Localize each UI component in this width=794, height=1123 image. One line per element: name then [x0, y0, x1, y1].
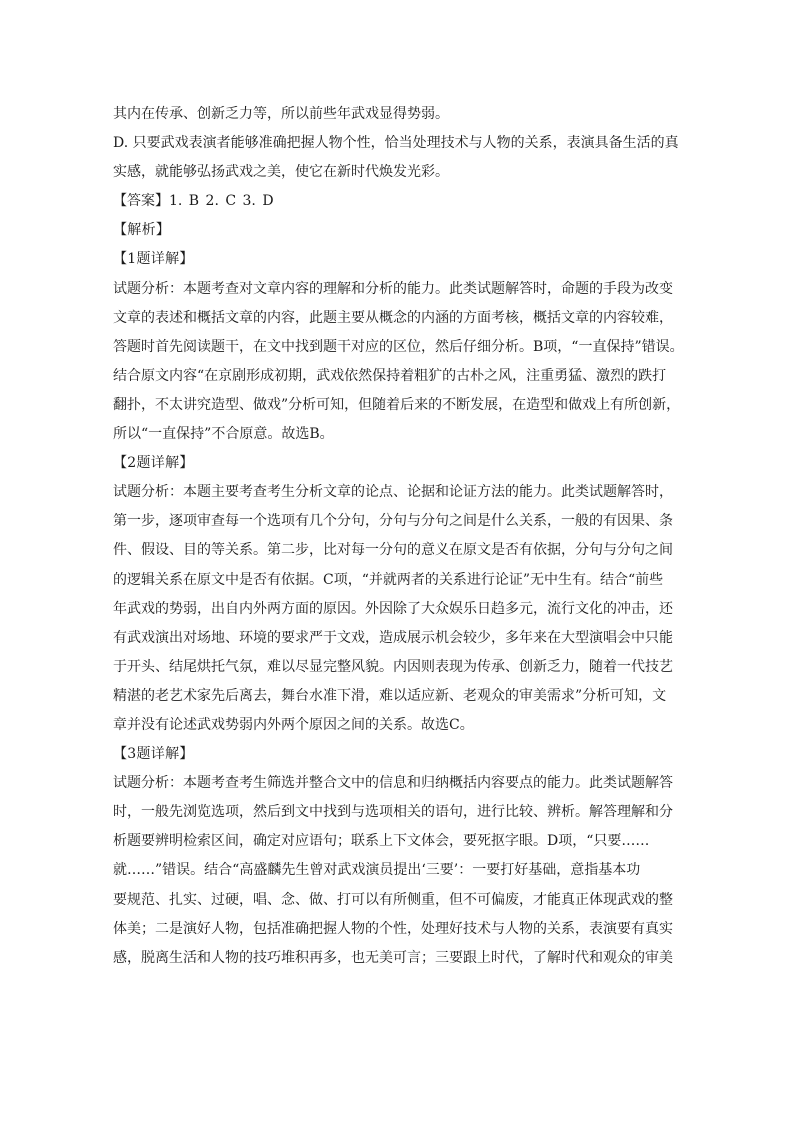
text-line: 件、假设、目的等关系。第二步，比对每一分句的意义在原文是否有依据，分句与分句之间 [113, 542, 673, 559]
document-body [113, 100, 683, 973]
analysis-heading: 【解析】 [113, 222, 171, 239]
text-line: 结合原文内容“在京剧形成初期，武戏依然保持着粗犷的古朴之风，注重勇猛、激烈的跌打 [113, 367, 667, 384]
text-line: 答题时首先阅读题干，在文中找到题干对应的区位，然后仔细分析。B项，“一直保持”错误。 [113, 338, 684, 355]
text-line: 于开头、结尾烘托气氛，难以尽显完整风貌。内因则表现为传承、创新乏力，随着一代技艺 [113, 658, 673, 675]
text-line: 精湛的老艺术家先后离去，舞台水准下滑，难以适应新、老观众的审美需求”分析可知，文 [113, 687, 667, 704]
question-3-heading: 【3题详解】 [113, 746, 194, 763]
question-1-heading: 【1题详解】 [113, 251, 194, 268]
text-line: 翻扑，不太讲究造型、做戏”分析可知，但随着后来的不断发展，在造型和做戏上有所创新， [113, 396, 681, 413]
text-line: 试题分析：本题主要考查考生分析文章的论点、论据和论证方法的能力。此类试题解答时， [113, 484, 673, 501]
text-line: 析题要辨明检索区间，确定对应语句；联系上下文体会，要死抠字眼。D项，“只要…… [113, 833, 650, 850]
question-2-heading: 【2题详解】 [113, 455, 194, 472]
text-line: 实感，就能够弘扬武戏之美，使它在新时代焕发光彩。 [113, 164, 449, 181]
text-line: 感，脱离生活和人物的技巧堆积再多，也无美可言；三要跟上时代，了解时代和观众的审美 [113, 949, 673, 966]
text-line: 章并没有论述武戏势弱内外两个原因之间的关系。故选C。 [113, 716, 474, 733]
text-line: 有武戏演出对场地、环境的要求严于文戏，造成展示机会较少，多年来在大型演唱会中只能 [113, 629, 673, 646]
text-line: 试题分析：本题考查考生筛选并整合文中的信息和归纳概括内容要点的能力。此类试题解答 [113, 775, 673, 792]
text-line: 体美；二是演好人物，包括准确把握人物的个性，处理好技术与人物的关系，表演要有真实 [113, 920, 673, 937]
text-line: 文章的表述和概括文章的内容，此题主要从概念的内涵的方面考核，概括文章的内容较难， [113, 309, 673, 326]
text-line: 所以“一直保持”不合原意。故选B。 [113, 426, 334, 443]
text-line: 年武戏的势弱，出自内外两方面的原因。外因除了大众娱乐日趋多元，流行文化的冲击，还 [113, 600, 673, 617]
answer-line: 【答案】1. B 2. C 3. D [113, 193, 274, 210]
option-d-line: D. 只要武戏表演者能够准确把握人物个性，恰当处理技术与人物的关系，表演具备生活的真 [113, 135, 679, 152]
text-line: 试题分析：本题考查对文章内容的理解和分析的能力。此类试题解答时，命题的手段为改变 [113, 280, 673, 297]
text-line: 时，一般先浏览选项，然后到文中找到与选项相关的语句，进行比较、辨析。解答理解和分 [113, 804, 673, 821]
text-line: 要规范、扎实、过硬，唱、念、做、打可以有所侧重，但不可偏废，才能真正体现武戏的整 [113, 891, 673, 908]
text-line: 其内在传承、创新乏力等，所以前些年武戏显得势弱。 [113, 106, 449, 122]
text-line: 就……”错误。结合“高盛麟先生曾对武戏演员提出‘三要’：一要打好基础，意指基本功 [113, 862, 641, 879]
text-line: 的逻辑关系在原文中是否有依据。C项，“并就两者的关系进行论证”无中生有。结合“前些 [113, 571, 664, 588]
text-line: 第一步，逐项审查每一个选项有几个分句，分句与分句之间是什么关系，一般的有因果、条 [113, 513, 673, 530]
